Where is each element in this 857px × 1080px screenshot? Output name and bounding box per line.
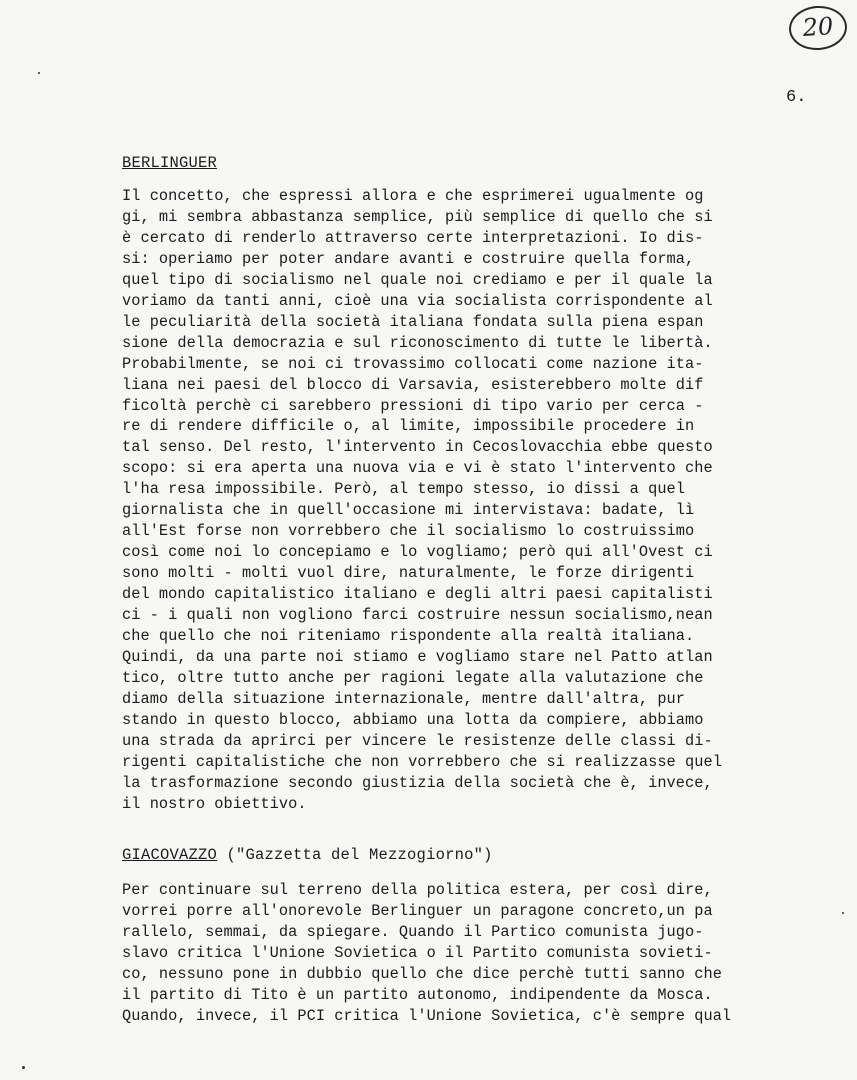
text-line: l'ha resa impossibile. Però, al tempo stesso, io dissi a quel bbox=[122, 480, 686, 499]
text-line: del mondo capitalistico italiano e degli altri paesi capitalisti bbox=[122, 585, 713, 604]
text-line: Probabilmente, se noi ci trovassimo collocati come nazione ita- bbox=[122, 354, 704, 373]
speaker-heading bbox=[122, 154, 217, 172]
text-line: rallelo, semmai, da spiegare. Quando il Partico comunista jugo- bbox=[122, 922, 704, 941]
text-line: il nostro obiettivo. bbox=[122, 794, 307, 813]
scan-speck bbox=[22, 1066, 25, 1069]
text-line: la trasformazione secondo giustizia della società che è, invece, bbox=[122, 773, 713, 792]
text-line: re di rendere difficile o, al limite, impossibile procedere in bbox=[122, 417, 695, 436]
speaker-name: GIACOVAZZO bbox=[122, 846, 218, 864]
page-stamp: 20 bbox=[788, 4, 849, 52]
text-line: una strada da aprirci per vincere le resistenze delle classi di- bbox=[122, 731, 713, 750]
text-line: slavo critica l'Unione Sovietica o il Partito comunista sovieti- bbox=[122, 943, 713, 962]
text-line: stando in questo blocco, abbiamo una lotta da compiere, abbiamo bbox=[122, 710, 704, 729]
text-line: che quello che noi riteniamo rispondente alla realtà italiana. bbox=[122, 626, 695, 645]
text-line: tal senso. Del resto, l'intervento in Cecoslovacchia ebbe questo bbox=[122, 438, 713, 457]
text-line: tico, oltre tutto anche per ragioni legate alla valutazione che bbox=[122, 668, 704, 687]
text-line: sono molti - molti vuol dire, naturalmente, le forze dirigenti bbox=[122, 564, 695, 583]
text-line: è cercato di renderlo attraverso certe interpretazioni. Io dis- bbox=[122, 228, 704, 247]
text-line: giornalista che in quell'occasione mi intervistava: badate, lì bbox=[122, 501, 695, 520]
text-line: co, nessuno pone in dubbio quello che dice perchè tutti sanno che bbox=[122, 964, 722, 983]
scan-speck bbox=[842, 912, 844, 914]
speaker-outlet: ("Gazzetta del Mezzogiorno") bbox=[226, 846, 493, 864]
text-line: così come noi lo concepiamo e lo vogliamo; però qui all'Ovest ci bbox=[122, 543, 713, 562]
scan-speck bbox=[38, 72, 40, 74]
page-number: 6. bbox=[786, 88, 807, 107]
text-line: il partito di Tito è un partito autonomo, indipendente da Mosca. bbox=[122, 985, 713, 1004]
speaker-heading bbox=[122, 846, 493, 864]
text-line: ci - i quali non vogliono farci costruire nessun socialismo,nean bbox=[122, 606, 713, 624]
text-line: Per continuare sul terreno della politica estera, per così dire, bbox=[122, 881, 713, 899]
text-line: le peculiarità della società italiana fondata sulla piena espan bbox=[122, 312, 704, 331]
text-line: all'Est forse non vorrebbero che il socialismo lo costruissimo bbox=[122, 522, 695, 541]
text-line: rigenti capitalistiche che non vorrebbero che si realizzasse quel bbox=[122, 752, 722, 771]
text-line: vorrei porre all'onorevole Berlinguer un paragone concreto,un pa bbox=[122, 901, 713, 920]
speaker-name: BERLINGUER bbox=[122, 154, 218, 172]
text-line: Quindi, da una parte noi stiamo e vogliamo stare nel Patto atlan bbox=[122, 647, 713, 666]
text-line: sione della democrazia e sul riconoscimento di tutte le libertà. bbox=[122, 333, 713, 352]
text-line: scopo: si era aperta una nuova via e vi è stato l'intervento che bbox=[122, 459, 713, 478]
text-line: liana nei paesi del blocco di Varsavia, esisterebbero molte dif bbox=[122, 375, 704, 394]
text-line: si: operiamo per poter andare avanti e costruire quella forma, bbox=[122, 249, 695, 268]
text-line: Quando, invece, il PCI critica l'Unione Sovietica, c'è sempre qual bbox=[122, 1006, 732, 1025]
text-line: voriamo da tanti anni, cioè una via socialista corrispondente al bbox=[122, 291, 713, 310]
text-line: Il concetto, che espressi allora e che esprimerei ugualmente og bbox=[122, 187, 704, 205]
text-line: gi, mi sembra abbastanza semplice, più semplice di quello che si bbox=[122, 207, 713, 226]
text-line: quel tipo di socialismo nel quale noi crediamo e per il quale la bbox=[122, 270, 713, 289]
text-line: ficoltà perchè ci sarebbero pressioni di tipo vario per cerca - bbox=[122, 396, 704, 415]
text-line: diamo della situazione internazionale, mentre dall'altra, pur bbox=[122, 689, 686, 708]
